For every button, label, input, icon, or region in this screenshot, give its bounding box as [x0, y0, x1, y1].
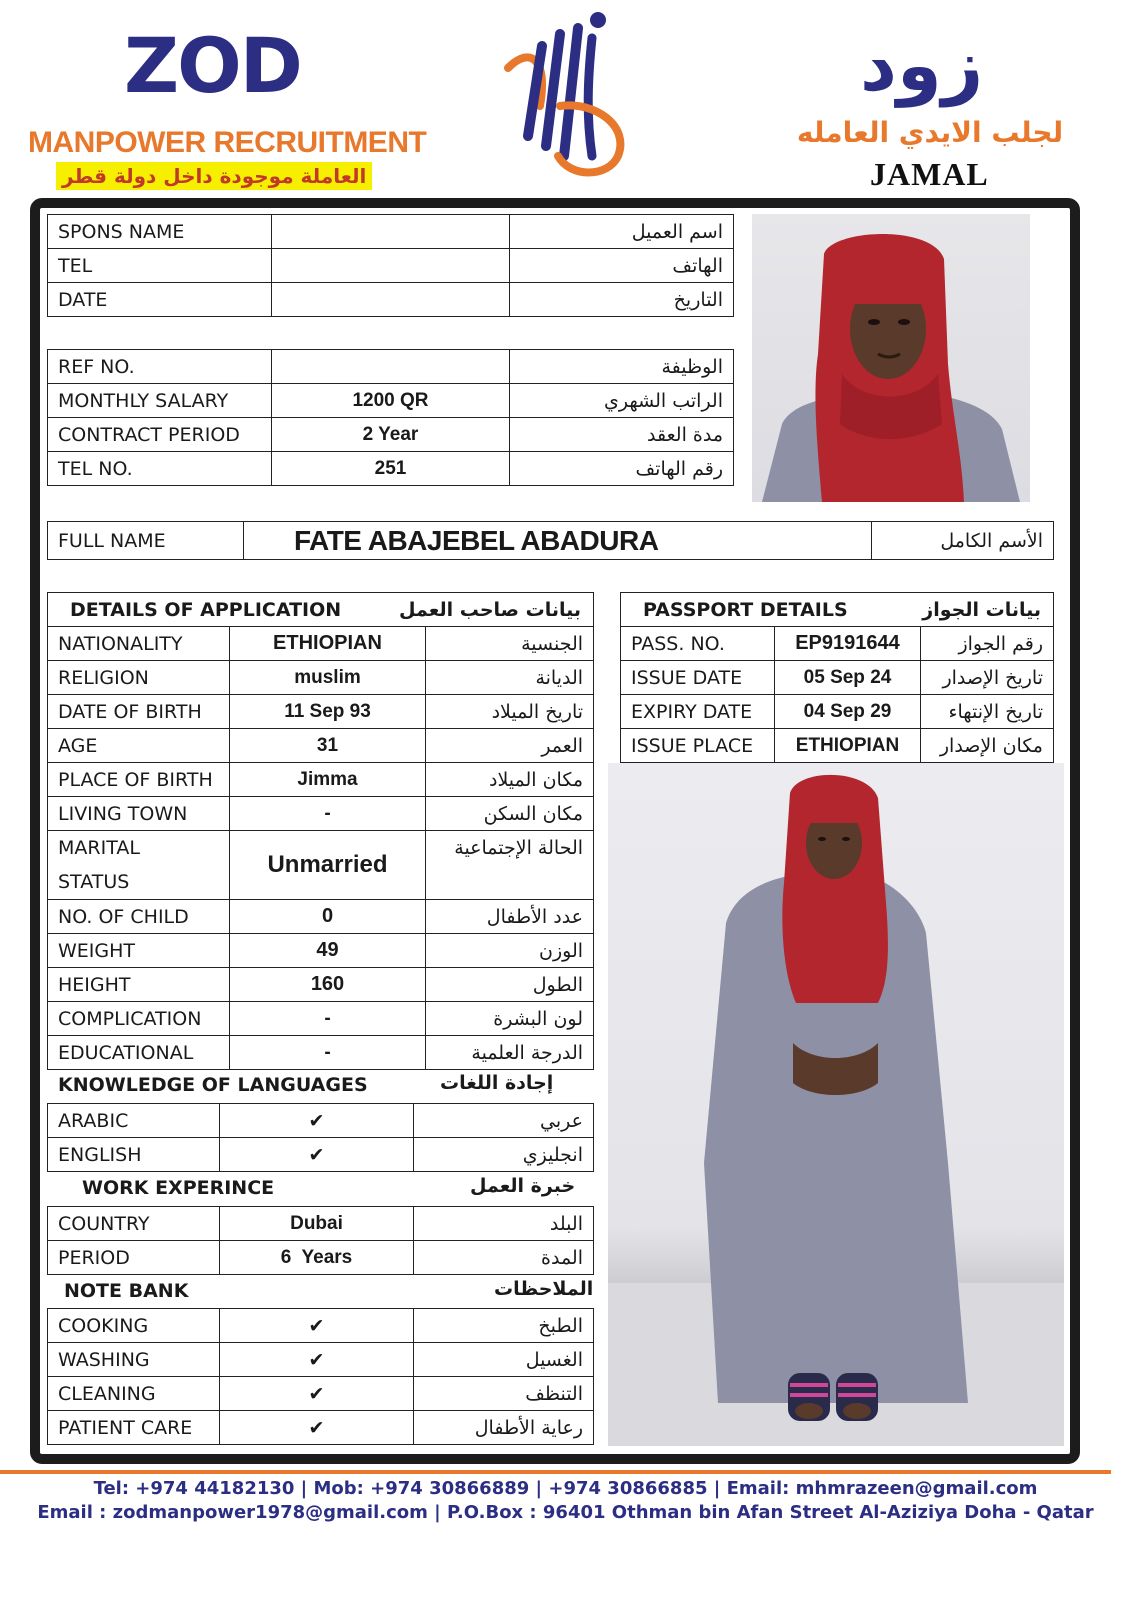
brand-arabic: زود [860, 23, 984, 107]
experience-period-value: 6 Years [220, 1241, 414, 1275]
table-row [48, 627, 594, 661]
field-label-ar: تاريخ الإنتهاء [921, 695, 1054, 729]
footer-divider [0, 1470, 1111, 1474]
field-value: 0 [230, 900, 426, 934]
table-row [48, 831, 594, 900]
ref-no-value [272, 350, 510, 384]
table-row [48, 968, 594, 1002]
check-icon: ✔ [220, 1377, 414, 1411]
table-row [48, 384, 734, 418]
field-label: RELIGION [48, 661, 230, 695]
field-label-ar: العمر [426, 729, 594, 763]
table-row [48, 1002, 594, 1036]
field-value: - [230, 797, 426, 831]
table-row [48, 1343, 594, 1377]
field-label-ar: الطول [426, 968, 594, 1002]
languages-table [47, 1103, 594, 1172]
field-label-ar: اسم العميل [510, 215, 734, 249]
field-label: CONTRACT PERIOD [48, 418, 272, 452]
table-row [48, 452, 734, 486]
field-label-ar: رقم الهاتف [510, 452, 734, 486]
check-icon: ✔ [220, 1138, 414, 1172]
sponsor-date-value[interactable] [272, 283, 510, 317]
table-row [48, 283, 734, 317]
field-label-ar: الديانة [426, 661, 594, 695]
field-label-ar: عدد الأطفال [426, 900, 594, 934]
field-label-ar: مكان السكن [426, 797, 594, 831]
jamal-label: JAMAL [870, 156, 989, 192]
zod-logo-icon [500, 6, 640, 181]
sponsor-table [47, 214, 734, 317]
field-value: 160 [230, 968, 426, 1002]
table-row [48, 350, 734, 384]
application-table [47, 592, 594, 1070]
monthly-salary-value: 1200 QR [272, 384, 510, 418]
field-label-ar: البلد [414, 1207, 594, 1241]
field-label: COOKING [48, 1309, 220, 1343]
field-value: - [230, 1036, 426, 1070]
table-row [48, 215, 734, 249]
field-label-ar: مدة العقد [510, 418, 734, 452]
tel-no-value: 251 [272, 452, 510, 486]
field-label: WASHING [48, 1343, 220, 1377]
footer-contact-line: Tel: +974 44182130 | Mob: +974 30866889 | +974 30866885 | Email: mhmrazeen@gmail.com [93, 1478, 1038, 1499]
field-label-ar: الغسيل [414, 1343, 594, 1377]
field-label: COMPLICATION [48, 1002, 230, 1036]
field-value: ETHIOPIAN [230, 627, 426, 661]
field-label-ar: الأسم الكامل [872, 522, 1054, 560]
brand-subtitle: MANPOWER RECRUITMENT [28, 126, 427, 159]
field-label-ar: رعاية الأطفال [414, 1411, 594, 1445]
check-icon: ✔ [220, 1343, 414, 1377]
field-label: SPONS NAME [48, 215, 272, 249]
field-label: PERIOD [48, 1241, 220, 1275]
table-row [621, 729, 1054, 763]
table-row [48, 729, 594, 763]
table-row [48, 695, 594, 729]
field-value: - [230, 1002, 426, 1036]
field-label-ar: الوظيفة [510, 350, 734, 384]
field-label-ar: تاريخ الميلاد [426, 695, 594, 729]
brand-tagline-arabic: لجلب الايدي العامله [796, 116, 1064, 149]
field-value: 11 Sep 93 [230, 695, 426, 729]
field-label: HEIGHT [48, 968, 230, 1002]
experience-title-ar: خبرة العمل [470, 1175, 576, 1197]
full-name-value: FATE ABAJEBEL ABADURA [244, 522, 872, 560]
field-label-ar: الحالة الإجتماعية [426, 831, 594, 900]
field-label: TEL [48, 249, 272, 283]
sponsor-tel-value[interactable] [272, 249, 510, 283]
field-label: DATE [48, 283, 272, 317]
table-row [48, 1104, 594, 1138]
field-label-ar: الراتب الشهري [510, 384, 734, 418]
table-row [48, 934, 594, 968]
table-row [621, 627, 1054, 661]
section-title-ar: بيانات الجواز [922, 598, 1041, 621]
field-label-ar: عربي [414, 1104, 594, 1138]
field-label-ar: الدرجة العلمية [426, 1036, 594, 1070]
field-label-ar: رقم الجواز [921, 627, 1054, 661]
field-label: COUNTRY [48, 1207, 220, 1241]
section-header [621, 593, 1054, 627]
table-row [48, 900, 594, 934]
experience-country-value: Dubai [220, 1207, 414, 1241]
field-label-ar: مكان الإصدار [921, 729, 1054, 763]
languages-title: KNOWLEDGE OF LANGUAGES [58, 1074, 368, 1096]
field-label-ar: الطبخ [414, 1309, 594, 1343]
expiry-date-value: 04 Sep 29 [775, 695, 921, 729]
field-label [48, 831, 230, 900]
field-label: EXPIRY DATE [621, 695, 775, 729]
field-value: Jimma [230, 763, 426, 797]
portrait-photo [752, 214, 1030, 502]
footer-address-line: Email : zodmanpower1978@gmail.com | P.O.Box : 96401 Othman bin Afan Street Al-Aziziya Doha - Qatar [37, 1502, 1094, 1523]
table-row [48, 418, 734, 452]
field-label-ar: مكان الميلاد [426, 763, 594, 797]
issue-date-value: 05 Sep 24 [775, 661, 921, 695]
table-row [48, 661, 594, 695]
table-row [621, 661, 1054, 695]
full-name-table [47, 521, 1054, 560]
table-row [48, 1377, 594, 1411]
check-icon: ✔ [220, 1104, 414, 1138]
contract-period-value: 2 Year [272, 418, 510, 452]
passport-number-value: EP9191644 [775, 627, 921, 661]
notes-title-ar: الملاحظات [494, 1278, 594, 1300]
table-row [48, 1207, 594, 1241]
field-label: ISSUE PLACE [621, 729, 775, 763]
brand-title: ZOD [124, 21, 301, 110]
passport-table [620, 592, 1054, 763]
field-label: FULL NAME [48, 522, 244, 560]
field-label-ar: التنظف [414, 1377, 594, 1411]
experience-title: WORK EXPERINCE [82, 1177, 275, 1199]
table-row [48, 249, 734, 283]
table-row [48, 797, 594, 831]
table-row [48, 1138, 594, 1172]
field-label: NATIONALITY [48, 627, 230, 661]
field-label: MONTHLY SALARY [48, 384, 272, 418]
field-label-line: MARITAL [58, 837, 140, 859]
table-row [621, 593, 1054, 627]
check-icon: ✔ [220, 1309, 414, 1343]
table-row [48, 593, 594, 627]
field-label: CLEANING [48, 1377, 220, 1411]
check-icon: ✔ [220, 1411, 414, 1445]
section-title: PASSPORT DETAILS [643, 598, 848, 621]
field-label: EDUCATIONAL [48, 1036, 230, 1070]
field-label: ARABIC [48, 1104, 220, 1138]
field-label-ar: تاريخ الإصدار [921, 661, 1054, 695]
contract-table [47, 349, 734, 486]
field-label-line: STATUS [58, 871, 130, 893]
field-label: LIVING TOWN [48, 797, 230, 831]
table-row [48, 1036, 594, 1070]
field-value: Unmarried [230, 831, 426, 900]
issue-place-value: ETHIOPIAN [775, 729, 921, 763]
table-row [48, 1411, 594, 1445]
full-body-photo [608, 763, 1064, 1446]
notes-title: NOTE BANK [64, 1280, 189, 1302]
field-label-ar: الوزن [426, 934, 594, 968]
field-label: REF NO. [48, 350, 272, 384]
field-value: 49 [230, 934, 426, 968]
section-title: DETAILS OF APPLICATION [70, 598, 342, 621]
skills-table [47, 1308, 594, 1445]
table-row [48, 763, 594, 797]
table-row [48, 1241, 594, 1275]
section-title-ar: بيانات صاحب العمل [399, 598, 582, 621]
table-row [48, 522, 1054, 560]
field-value: muslim [230, 661, 426, 695]
field-label-ar: انجليزي [414, 1138, 594, 1172]
field-label: TEL NO. [48, 452, 272, 486]
sponsor-name-value[interactable] [272, 215, 510, 249]
field-label-ar: الهاتف [510, 249, 734, 283]
field-label-ar: الجنسية [426, 627, 594, 661]
field-label: PATIENT CARE [48, 1411, 220, 1445]
experience-table [47, 1206, 594, 1275]
table-row [621, 695, 1054, 729]
field-label: ISSUE DATE [621, 661, 775, 695]
field-label: DATE OF BIRTH [48, 695, 230, 729]
field-label-ar: لون البشرة [426, 1002, 594, 1036]
field-label: PASS. NO. [621, 627, 775, 661]
field-label-ar: التاريخ [510, 283, 734, 317]
field-label: PLACE OF BIRTH [48, 763, 230, 797]
field-label-ar: المدة [414, 1241, 594, 1275]
field-value: 31 [230, 729, 426, 763]
field-label: ENGLISH [48, 1138, 220, 1172]
section-header [48, 593, 594, 627]
languages-title-ar: إجادة اللغات [440, 1072, 554, 1094]
field-label: NO. OF CHILD [48, 900, 230, 934]
field-label: WEIGHT [48, 934, 230, 968]
table-row [48, 1309, 594, 1343]
field-label: AGE [48, 729, 230, 763]
location-note: العاملة موجودة داخل دولة قطر [56, 162, 372, 190]
